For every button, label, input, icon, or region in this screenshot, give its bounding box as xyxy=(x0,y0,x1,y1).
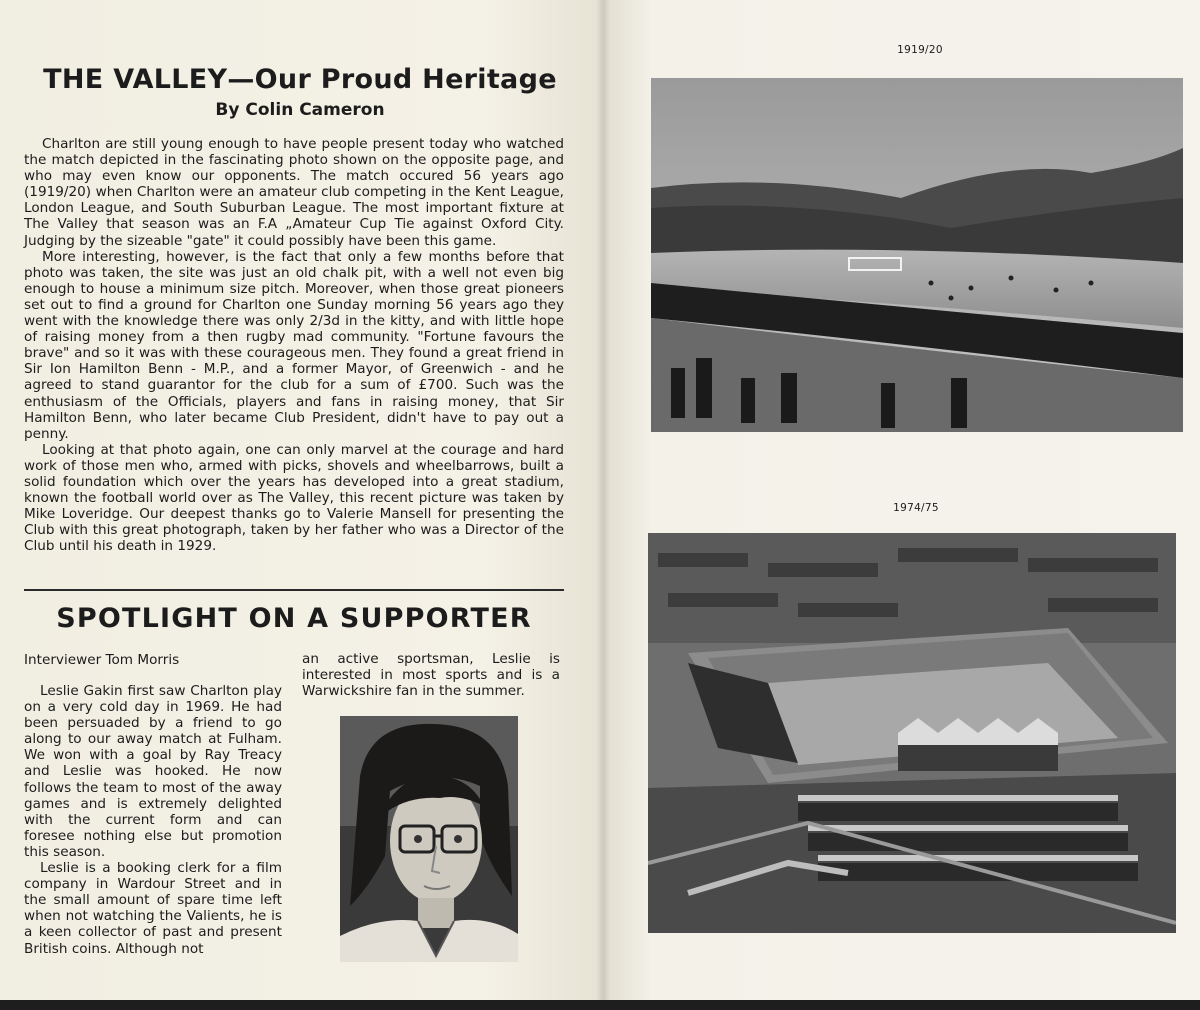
book-spine xyxy=(596,0,610,1000)
supporter-column-right: an active sportsman, Leslie is interested in most sports and is a Warwickshire fan in the summer. xyxy=(302,651,560,700)
article-byline: By Colin Cameron xyxy=(215,100,385,120)
supporter-paragraph: Leslie Gakin first saw Charlton play on a very cold day in 1969. He had been persuaded by a friend to go along to our away match at Fulham. We won with a goal by Ray Treacy and Leslie was hooked. He now follows the team to most of the away games and is extremely delighted with the current form and can foresee nothing else but promotion this season. xyxy=(24,683,282,860)
supporter-portrait-photo xyxy=(340,716,518,962)
photo-caption-1919: 1919/20 xyxy=(897,44,943,56)
article-body xyxy=(24,136,564,554)
supporter-column-left xyxy=(24,683,282,957)
article-paragraph: More interesting, however, is the fact that only a few months before that photo was taken, the site was just an old chalk pit, with a well not even big enough to house a minimum size pitch. Moreover, when those great pioneers set out to find a ground for Charlton one Sunday morning 56 years ago they went with the knowledge there was only 2/3d in the kitty, and with little hope of raising money from a then rugby mad community. "Fortune favours the brave" and so it was with these courageous men. They found a great friend in Sir Ion Hamilton Benn - M.P., and a former Mayor, of Greenwich - and he agreed to stand guarantor for the club for a sum of £700. Such was the enthusiasm of the Officials, players and fans in raising money, that Sir Hamilton Benn, who later became Club President, didn't have to pay out a penny. xyxy=(24,248,564,442)
supporter-title: SPOTLIGHT ON A SUPPORTER xyxy=(56,603,532,634)
photo-valley-1919 xyxy=(651,78,1183,432)
article-paragraph: Looking at that photo again, one can only marvel at the courage and hard work of those men who, armed with picks, shovels and wheelbarrows, built a solid foundation which over the years has developed into a great stadium, known the football world over as The Valley, this recent picture was taken by Mike Loveridge. Our deepest thanks go to Valerie Mansell for presenting the Club with this great photograph, taken by her father who was a Director of the Club until his death in 1929. xyxy=(24,441,564,555)
article-title: THE VALLEY—Our Proud Heritage xyxy=(43,64,557,95)
supporter-paragraph: Leslie is a booking clerk for a film company in Wardour Street and in the small amount of spare time left when not watching the Valients, he is a keen collector of past and present British coins. Although not xyxy=(24,860,282,957)
photo-caption-1974: 1974/75 xyxy=(893,502,939,514)
bottom-edge xyxy=(0,1000,1200,1010)
section-divider xyxy=(24,589,564,591)
interviewer-credit: Interviewer Tom Morris xyxy=(24,652,180,668)
article-paragraph: Charlton are still young enough to have people present today who watched the match depicted in the fascinating photo shown on the opposite page, and who may even know our opponents. The match occured 56 years ago (1919/20) when Charlton were an amateur club competing in the Kent League, London League, and South Suburban League. The most important fixture at The Valley that season was an F.A „Amateur Cup Tie against Oxford City. Judging by the sizeable "gate" it could possibly have been this game. xyxy=(24,136,564,249)
photo-valley-1974 xyxy=(648,533,1176,933)
